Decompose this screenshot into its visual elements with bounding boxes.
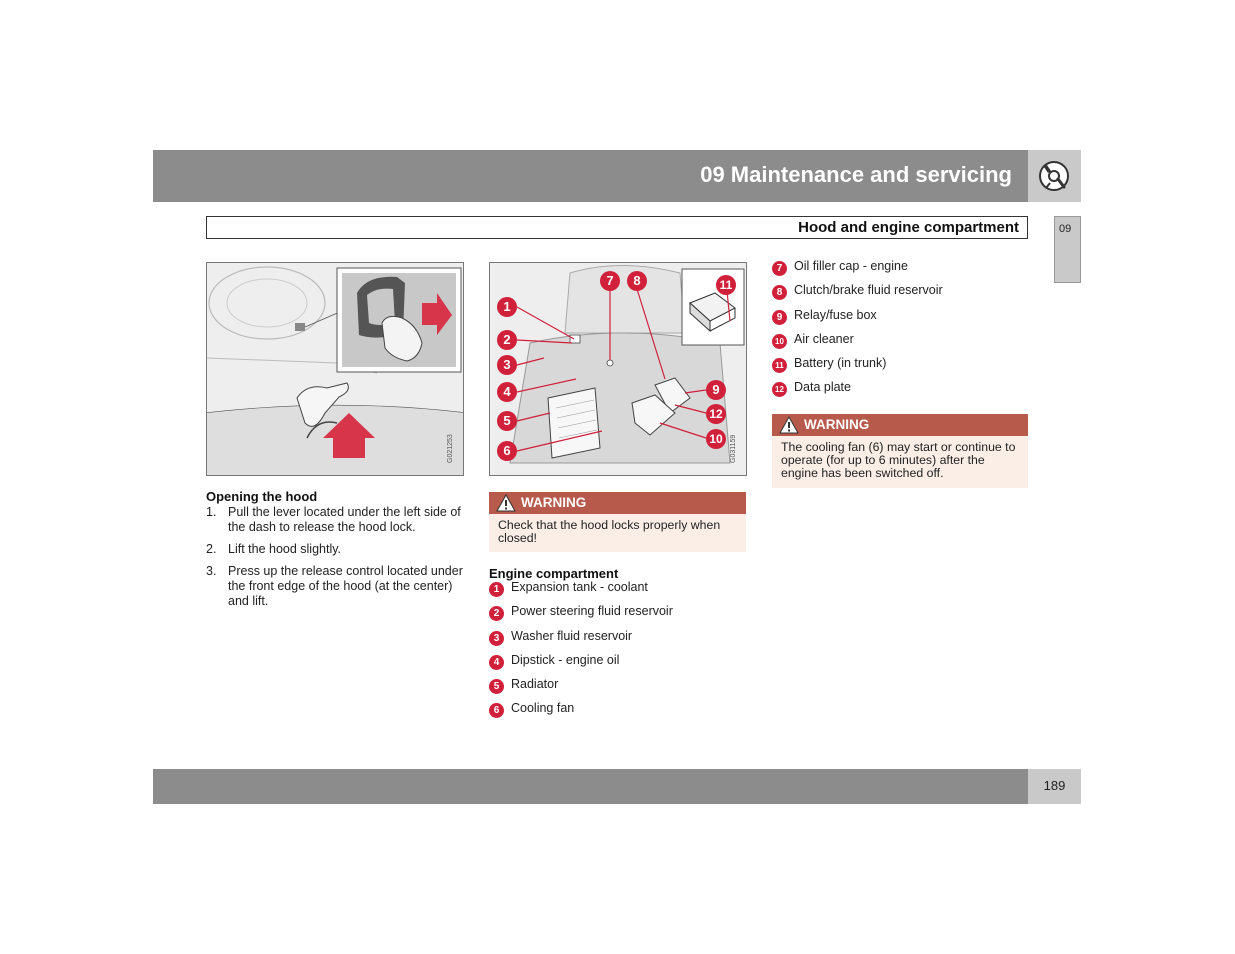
warning-label: WARNING xyxy=(521,495,587,510)
figure-callout-9: 9 xyxy=(706,380,726,400)
item-label: Relay/fuse box xyxy=(794,308,877,322)
chapter-icon-box xyxy=(1028,150,1081,202)
callout-badge: 12 xyxy=(772,382,787,397)
callout-badge: 2 xyxy=(489,606,504,621)
warning-triangle-icon xyxy=(496,494,516,512)
warning-text: Check that the hood locks properly when closed! xyxy=(498,518,721,545)
warning-label: WARNING xyxy=(804,417,870,432)
step-text: Lift the hood slightly. xyxy=(228,542,342,556)
figure-callout-12: 12 xyxy=(706,404,726,424)
step-number: 3. xyxy=(206,564,217,578)
page-number-box xyxy=(1028,769,1081,804)
callout-badge: 3 xyxy=(489,631,504,646)
item-label: Radiator xyxy=(511,677,559,691)
chapter-tab[interactable] xyxy=(1054,216,1081,283)
step-number: 1. xyxy=(206,505,217,519)
figure-callout-5: 5 xyxy=(497,411,517,431)
figure-callout-6: 6 xyxy=(497,441,517,461)
page-number: 189 xyxy=(1043,778,1066,793)
figure-callout-1: 1 xyxy=(497,297,517,317)
callout-badge: 11 xyxy=(772,358,787,373)
item-label: Power steering fluid reservoir xyxy=(511,604,673,618)
figure-callout-11: 11 xyxy=(716,275,736,295)
step-number: 2. xyxy=(206,542,217,556)
opening-steps xyxy=(206,505,466,615)
warning-text: The cooling fan (6) may start or continue to operate (for up to 6 minutes) after the engine has been switched off. xyxy=(781,440,1016,480)
footer-bar xyxy=(153,769,1028,804)
section-title-bar xyxy=(206,216,1028,239)
warning-hood-lock xyxy=(489,492,746,552)
item-label: Washer fluid reservoir xyxy=(511,629,633,643)
chapter-tab-label: 09 xyxy=(1059,223,1072,235)
callout-badge: 5 xyxy=(489,679,504,694)
callout-badge: 9 xyxy=(772,310,787,325)
callout-badge: 8 xyxy=(772,285,787,300)
step-text: Press up the release control located under the front edge of the hood (at the center) and lift. xyxy=(228,564,463,608)
figure-callout-4: 4 xyxy=(497,382,517,402)
callout-badge: 6 xyxy=(489,703,504,718)
figure-code: G021253 xyxy=(447,434,454,463)
opening-hood-heading: Opening the hood xyxy=(206,489,318,504)
item-label: Cooling fan xyxy=(511,701,575,715)
item-label: Oil filler cap - engine xyxy=(794,259,908,273)
callout-badge: 10 xyxy=(772,334,787,349)
warning-body xyxy=(772,436,1028,488)
section-title: Hood and engine compartment xyxy=(798,219,1019,236)
figure-callout-2: 2 xyxy=(497,330,517,350)
figure-callout-10: 10 xyxy=(706,429,726,449)
figure-callout-3: 3 xyxy=(497,355,517,375)
warning-cooling-fan xyxy=(772,414,1028,488)
figure-callout-7: 7 xyxy=(600,271,620,291)
warning-triangle-icon xyxy=(779,416,799,434)
warning-header xyxy=(772,414,1028,436)
item-label: Expansion tank - coolant xyxy=(511,580,648,594)
item-label: Air cleaner xyxy=(794,332,854,346)
chapter-title: 09 Maintenance and servicing xyxy=(700,162,1012,187)
item-label: Battery (in trunk) xyxy=(794,356,887,370)
hood-release-illustration xyxy=(206,262,464,476)
item-label: Dipstick - engine oil xyxy=(511,653,620,667)
callout-badge: 4 xyxy=(489,655,504,670)
engine-compartment-illustration xyxy=(489,262,747,476)
step-text: Pull the lever located under the left side of the dash to release the hood lock. xyxy=(228,505,461,534)
callout-badge: 1 xyxy=(489,582,504,597)
wrench-gear-icon xyxy=(1028,150,1081,202)
item-label: Clutch/brake fluid reservoir xyxy=(794,283,943,297)
engine-compartment-heading: Engine compartment xyxy=(489,566,619,581)
warning-header xyxy=(489,492,746,514)
figure-code: G031159 xyxy=(730,434,737,463)
figure-callout-8: 8 xyxy=(627,271,647,291)
chapter-header-bar xyxy=(153,150,1028,202)
item-label: Data plate xyxy=(794,380,851,394)
warning-body xyxy=(489,514,746,552)
callout-badge: 7 xyxy=(772,261,787,276)
